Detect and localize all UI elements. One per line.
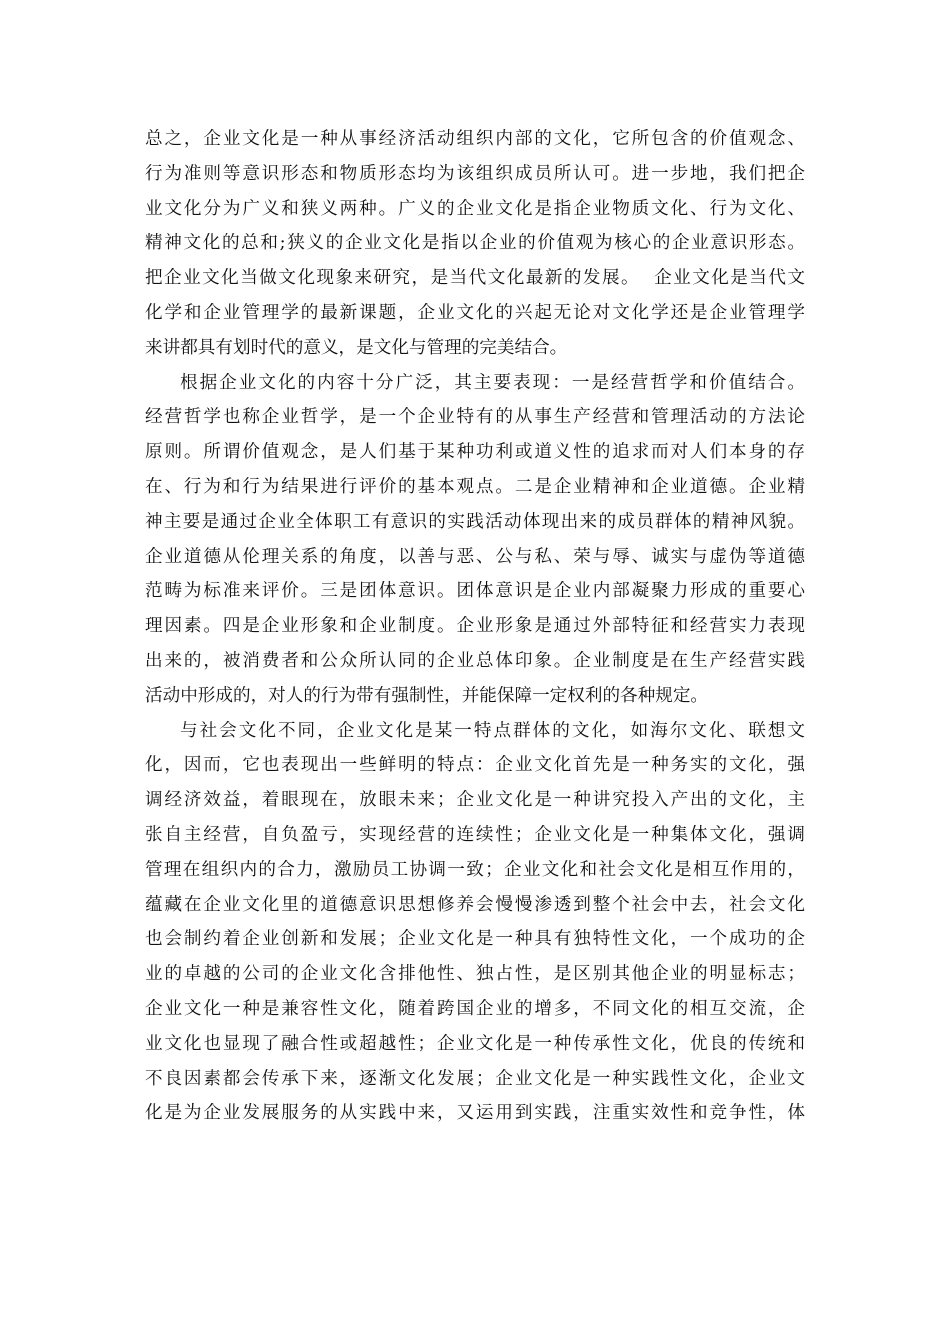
text-line: 把企业文化当做文化现象来研究，是当代文化最新的发展。 企业文化是当代文: [145, 268, 805, 289]
text-line: 不良因素都会传承下来，逐渐文化发展；企业文化是一种实践性文化，企业文: [145, 1068, 805, 1089]
text-line: 业文化分为广义和狭义两种。广义的企业文化是指企业物质文化、行为文化、: [145, 198, 805, 219]
text-line: 总之，企业文化是一种从事经济活动组织内部的文化，它所包含的价值观念、: [145, 129, 805, 149]
text-line: 在、行为和行为结果进行评价的基本观点。二是企业精神和企业道德。企业精: [145, 476, 805, 497]
text-line: 业文化也显现了融合性或超越性；企业文化是一种传承性文化，优良的传统和: [145, 1033, 805, 1054]
text-line: 精神文化的总和;狭义的企业文化是指以企业的价值观为核心的企业意识形态。: [145, 233, 805, 254]
text-line: 理因素。四是企业形象和企业制度。企业形象是通过外部特征和经营实力表现: [145, 616, 805, 637]
text-line: 神主要是通过企业全体职工有意识的实践活动体现出来的成员群体的精神风貌。: [145, 511, 805, 532]
text-line: 范畴为标准来评价。三是团体意识。团体意识是企业内部凝聚力形成的重要心: [145, 581, 805, 602]
text-line: 根据企业文化的内容十分广泛，其主要表现：一是经营哲学和价值结合。: [180, 372, 805, 393]
text-line: 也会制约着企业创新和发展；企业文化是一种具有独特性文化，一个成功的企: [145, 929, 805, 950]
text-line: 张自主经营，自负盈亏，实现经营的连续性；企业文化是一种集体文化，强调: [145, 824, 805, 845]
text-line: 企业道德从伦理关系的角度，以善与恶、公与私、荣与辱、诚实与虚伪等道德: [145, 546, 805, 567]
text-line: 化学和企业管理学的最新课题，企业文化的兴起无论对文化学还是企业管理学: [145, 302, 805, 323]
paragraph-2: [145, 366, 805, 714]
text-line: 蕴藏在企业文化里的道德意识思想修养会慢慢渗透到整个社会中去，社会文化: [145, 894, 805, 915]
text-line: 化，因而，它也表现出一些鲜明的特点：企业文化首先是一种务实的文化，强: [145, 755, 805, 776]
text-line: 行为准则等意识形态和物质形态均为该组织成员所认可。进一步地，我们把企: [145, 163, 805, 184]
text-line: 经营哲学也称企业哲学，是一个企业特有的从事生产经营和管理活动的方法论: [145, 407, 805, 428]
text-line: 化是为企业发展服务的从实践中来，又运用到实践，注重实效性和竞争性，体: [145, 1103, 805, 1124]
text-line: 活动中形成的，对人的行为带有强制性，并能保障一定权利的各种规定。: [145, 685, 709, 706]
text-line: 企业文化一种是兼容性文化，随着跨国企业的增多，不同文化的相互交流，企: [145, 998, 805, 1019]
text-line: 原则。所谓价值观念，是人们基于某种功利或道义性的追求而对人们本身的存: [145, 442, 805, 463]
text-line: 业的卓越的公司的企业文化含排他性、独占性，是区别其他企业的明显标志；: [145, 964, 805, 985]
paragraph-1: [145, 122, 805, 366]
text-line: 调经济效益，着眼现在，放眼未来；企业文化是一种讲究投入产出的文化，主: [145, 790, 805, 811]
text-line: 来讲都具有划时代的意义，是文化与管理的完美结合。: [145, 337, 568, 358]
paragraph-3: [145, 714, 805, 1132]
text-line: 与社会文化不同，企业文化是某一特点群体的文化，如海尔文化、联想文: [180, 720, 805, 741]
body-text: [145, 122, 805, 1131]
text-line: 管理在组织内的合力，激励员工协调一致；企业文化和社会文化是相互作用的，: [145, 859, 805, 880]
text-line: 出来的，被消费者和公众所认同的企业总体印象。企业制度是在生产经营实践: [145, 650, 805, 671]
